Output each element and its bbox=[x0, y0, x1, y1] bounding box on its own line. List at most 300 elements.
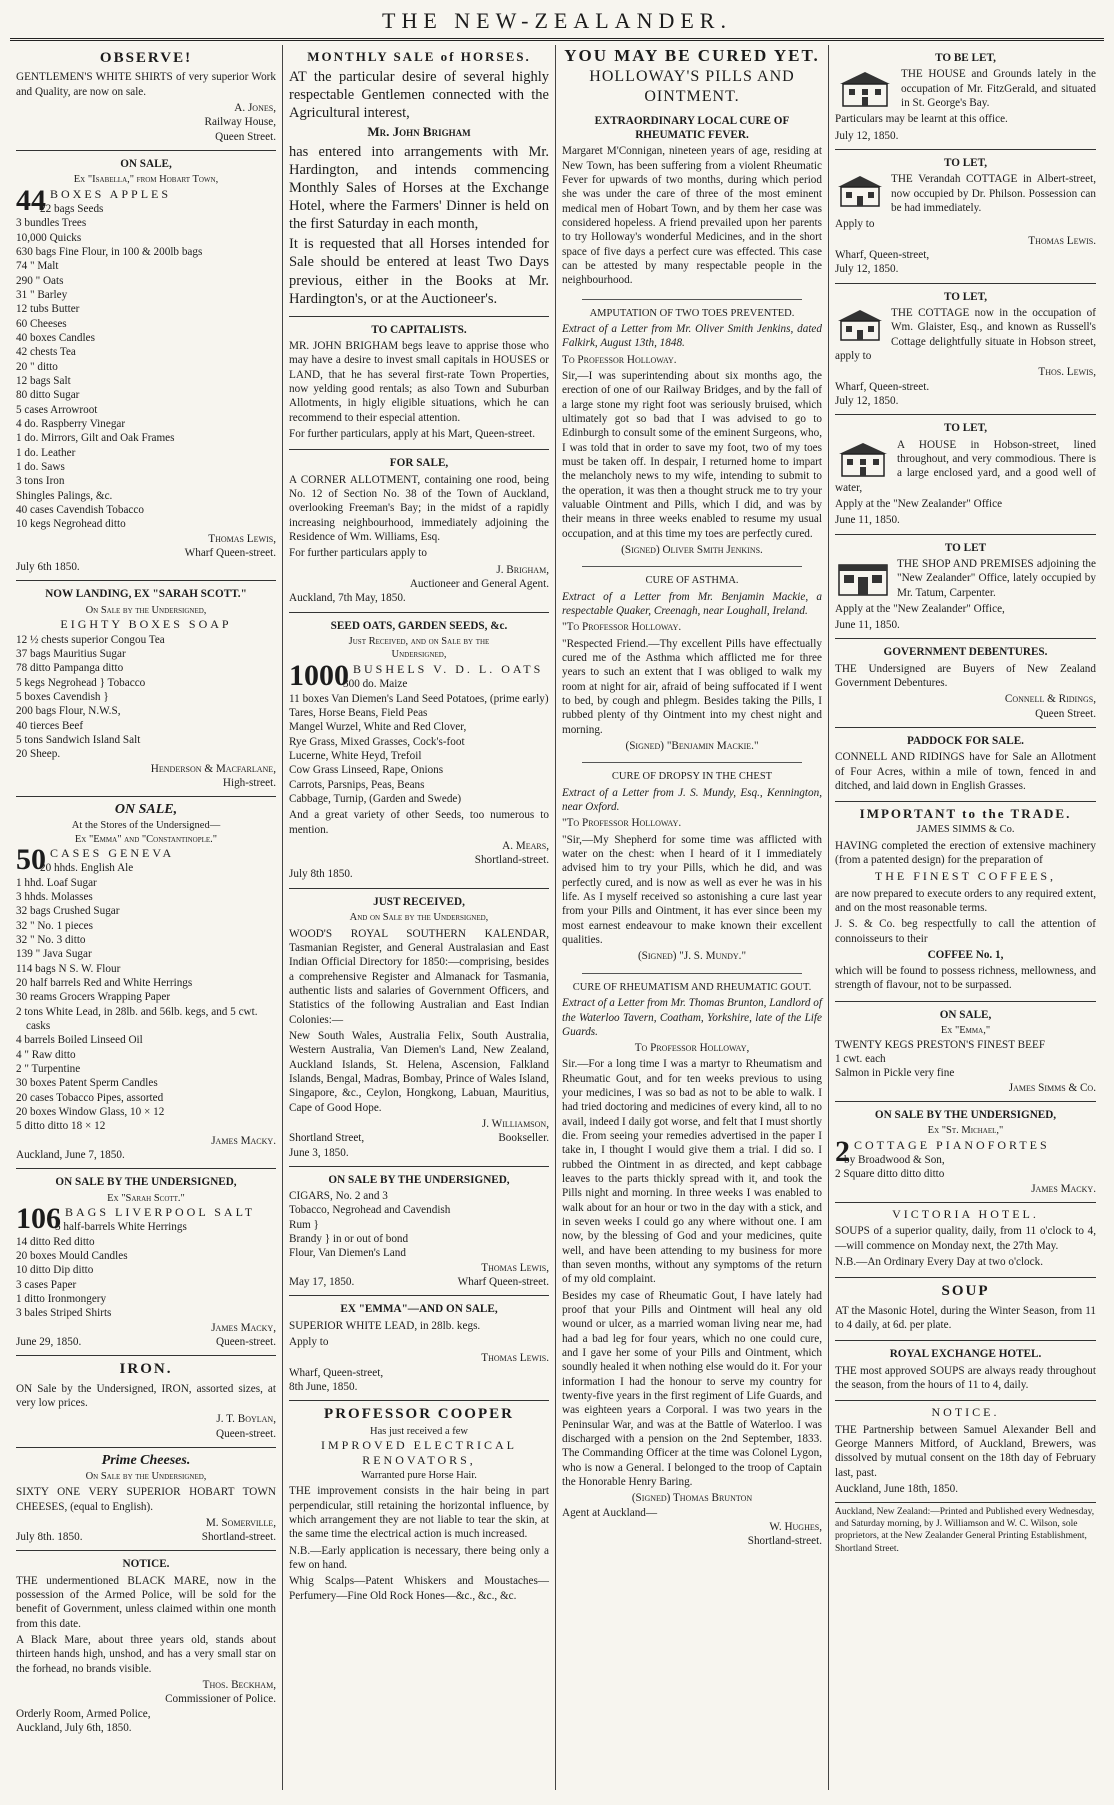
item-list bbox=[16, 1220, 276, 1320]
ad-body: THE Verandah COTTAGE in Albert-street, now occupied by Dr. Philson. Possession can be had immediately. bbox=[891, 173, 1096, 214]
letter-extract: Extract of a Letter from Mr. Oliver Smith Jenkins, dated Falkirk, August 13th, 1848. bbox=[562, 323, 822, 350]
ad-sarah-scott bbox=[16, 581, 276, 797]
signature: Commissioner of Police. bbox=[165, 1693, 276, 1706]
signature: High-street. bbox=[222, 776, 276, 789]
ad-date: June 11, 1850. bbox=[835, 514, 900, 527]
ad-body: A HOUSE in Hobson-street, lined throughout, and very commodious. There is a large enclosed yard, and a good well of water, bbox=[835, 438, 1096, 494]
signature: James Macky, bbox=[211, 1321, 276, 1334]
list-item: 20 Sheep. bbox=[16, 748, 61, 761]
ad-white-lead bbox=[289, 1296, 549, 1401]
signature: Henderson & Macfarlane, bbox=[150, 762, 276, 775]
ad-body: MR. JOHN BRIGHAM begs leave to apprise those who may have a desire to invest small capitals in HOUSES or LAND, that he has several first-rate Town Properties, now yelding good rentals; as also Town and Suburban Allotments, in higly eligible situations, which he can recommend to their especial attention. bbox=[289, 340, 549, 424]
signature: Shortland Street, bbox=[289, 1132, 365, 1145]
list-item: Rye Grass, Mixed Grasses, Cock's-foot bbox=[289, 735, 465, 748]
ad-body: Apply at the "New Zealander" Office, bbox=[835, 602, 1005, 615]
ad-body: THE most approved SOUPS are always ready throughout the season, from the hours of 11 to 4, daily. bbox=[835, 1364, 1096, 1391]
signature: Queen Street. bbox=[1035, 707, 1096, 720]
cure-amputation bbox=[562, 303, 822, 564]
ad-subheading: On Sale by the Undersigned, bbox=[85, 1470, 207, 1482]
list-item: 1 cwt. each bbox=[835, 1052, 886, 1065]
list-item: 20 hhds. English Ale bbox=[40, 862, 134, 875]
ad-body: For further particulars, apply at his Mart, Queen-street. bbox=[289, 428, 536, 441]
signature: Queen-street. bbox=[216, 1336, 276, 1348]
list-item: Tares, Horse Beans, Field Peas bbox=[289, 706, 428, 719]
ad-body: Apply to bbox=[835, 218, 875, 231]
ad-monthly-horses bbox=[289, 45, 549, 317]
signature: (Signed) "J. S. Mundy." bbox=[637, 950, 747, 963]
ad-kalendar bbox=[289, 889, 549, 1167]
signature: Bookseller. bbox=[498, 1132, 549, 1145]
signature: J. Brigham, bbox=[496, 563, 549, 576]
ad-subheading: Ex "Sarah Scott." bbox=[107, 1192, 185, 1204]
list-item: 20 cases Tobacco Pipes, assorted bbox=[16, 1091, 164, 1104]
ad-body: Apply at the "New Zealander" Office bbox=[835, 497, 1003, 510]
ad-subheading: At the Stores of the Undersigned— bbox=[71, 820, 221, 832]
column-2 bbox=[283, 45, 556, 1790]
list-item: Mangel Wurzel, White and Red Clover, bbox=[289, 721, 467, 734]
ad-date: July 12, 1850. bbox=[835, 263, 899, 276]
ad-body: SUPERIOR WHITE LEAD, in 28lb. kegs. bbox=[289, 1319, 481, 1332]
masthead: THE NEW-ZEALANDER. bbox=[10, 8, 1104, 41]
list-item: 12 bags Salt bbox=[16, 374, 71, 387]
signature: Queen-street. bbox=[216, 1427, 276, 1440]
ad-onsale-apples bbox=[16, 151, 276, 582]
ad-heading: TO LET bbox=[944, 541, 987, 554]
signature: J. Williamson, bbox=[481, 1117, 549, 1130]
list-item: Salmon in Pickle very fine bbox=[835, 1067, 955, 1080]
list-item: 3 cases Paper bbox=[16, 1278, 77, 1291]
letter-salutation: "To Professor Holloway. bbox=[562, 621, 682, 634]
item-list bbox=[16, 202, 276, 532]
list-item: 20 " ditto bbox=[16, 360, 58, 373]
list-item: 200 bags Flour, N.W.S, bbox=[16, 705, 121, 718]
signature: (Signed) Oliver Smith Jenkins. bbox=[621, 543, 763, 556]
ad-body: ON Sale by the Undersigned, IRON, assorted sizes, at very low prices. bbox=[16, 1382, 276, 1409]
ad-body: CONNELL AND RIDINGS have for Sale an Allotment of Four Acres, within a mile of town, fenced in and ditched, and laid down in English Grasses. bbox=[835, 751, 1096, 793]
ad-body: THE improvement consists in the hair being in part perpendicular, still retaining the horizontal influence, by which arrangement they are not liable to tear the skin, at the same time the electrical action is much increased. bbox=[289, 1485, 549, 1541]
signature: Thomas Lewis, bbox=[208, 532, 276, 545]
ad-body: has entered into arrangements with Mr. Hardington, and intends commencing Monthly Sales of Horses at the Exchange Hotel, where the Farmers' Dinner is held on the first Saturday in each month, bbox=[289, 143, 549, 233]
ad-body: New South Wales, Australia Felix, South Australia, Western Australia, Van Diemen's Land, New Zealand, Auckland Islands, St. Helena, Ascension, Falkland Islands, Bengal, Madras, Bombay, Prince of Wales Island, Singapore, &c., Ceylon, Hongkong, Labuan, Mauritius, Cape of Good Hope. bbox=[289, 1029, 549, 1114]
ad-heading: EX "EMMA"—AND ON SALE, bbox=[340, 1303, 498, 1316]
list-item: 4 do. Raspberry Vinegar bbox=[16, 417, 126, 430]
signature: Railway House, bbox=[204, 116, 276, 129]
list-item: 11 boxes Van Diemen's Land Seed Potatoes, (prime early) bbox=[289, 692, 549, 705]
ad-body: N.B.—Early application is necessary, there being only a few on hand. bbox=[289, 1544, 549, 1571]
list-item: 1 do. Leather bbox=[16, 446, 76, 459]
ad-capitalists bbox=[289, 317, 549, 451]
ad-body: A Black Mare, about three years old, stands about thirteen hands high, unshod, and has a very small star on the forhead, no brands visible. bbox=[16, 1634, 276, 1675]
signature: Connell & Ridings, bbox=[1004, 693, 1096, 706]
signature: Wharf Queen-street. bbox=[184, 546, 276, 559]
ad-date: May 17, 1850. bbox=[289, 1276, 355, 1289]
list-item: 5 cases Arrowroot bbox=[16, 403, 98, 416]
signature: Wharf, Queen-street. bbox=[835, 380, 930, 393]
ad-heading: IMPORTANT to the TRADE. bbox=[859, 806, 1072, 822]
ad-pianofortes bbox=[835, 1102, 1096, 1203]
newspaper-page bbox=[10, 0, 1104, 1803]
list-item: 4 " Raw ditto bbox=[16, 1048, 76, 1061]
list-item: 290 " Oats bbox=[16, 274, 64, 287]
ad-body: N.B.—An Ordinary Every Day at two o'clock. bbox=[835, 1256, 1044, 1269]
ad-subheading: And on Sale by the Undersigned, bbox=[349, 912, 489, 924]
ad-heading: TO BE LET, bbox=[935, 52, 996, 64]
list-item: 4 barrels Boiled Linseed Oil bbox=[16, 1034, 143, 1047]
list-item: 5 tons Sandwich Island Salt bbox=[16, 733, 141, 746]
list-item: 10 ditto Dip ditto bbox=[16, 1264, 94, 1277]
list-item: 74 " Malt bbox=[16, 260, 59, 273]
cure-rheumatic-fever bbox=[562, 108, 822, 296]
ad-body: J. S. & Co. beg respectfully to call the attention of connoisseurs to their bbox=[835, 918, 1096, 945]
list-item: by Broadwood & Son, bbox=[844, 1154, 945, 1167]
ad-partnership-notice bbox=[835, 1401, 1096, 1503]
lead-text: EIGHTY BOXES SOAP bbox=[60, 617, 232, 632]
signature: Wharf Queen-street. bbox=[457, 1276, 549, 1289]
ad-heading: ROYAL EXCHANGE HOTEL. bbox=[889, 1348, 1042, 1361]
ad-body: THE COTTAGE now in the occupation of Wm. Glaister, Esq., and known as Russell's Cottage delightfully situate in Hobson street, apply to bbox=[835, 306, 1096, 362]
signature: Orderly Room, Armed Police, bbox=[16, 1707, 151, 1720]
ad-heading: ON SALE BY THE UNDERSIGNED, bbox=[328, 1173, 510, 1186]
ad-heading: NOTICE. bbox=[931, 1405, 1000, 1420]
holloway-headline: YOU MAY BE CURED YET. bbox=[564, 46, 820, 65]
ad-royal-exchange bbox=[835, 1341, 1096, 1401]
signature: J. T. Boylan, bbox=[216, 1413, 276, 1426]
list-item: 30 boxes Patent Sperm Candles bbox=[16, 1077, 158, 1090]
signature: Thos. Beckham, bbox=[202, 1679, 276, 1692]
ad-heading: MONTHLY SALE of HORSES. bbox=[307, 49, 531, 64]
list-item: 31 " Barley bbox=[16, 288, 68, 301]
list-item: 20 half barrels Red and White Herrings bbox=[16, 976, 193, 989]
list-item: 80 ditto Sugar bbox=[16, 389, 80, 402]
list-item: 78 ditto Pampanga ditto bbox=[16, 662, 124, 675]
list-item: 5 kegs Negrohead } Tobacco bbox=[16, 676, 146, 689]
divider bbox=[582, 973, 802, 974]
ad-iron bbox=[16, 1356, 276, 1448]
ad-heading: ON SALE, bbox=[939, 1008, 992, 1021]
list-item: 5 boxes Cavendish } bbox=[16, 690, 109, 703]
list-item: 2 Square ditto ditto ditto bbox=[835, 1168, 945, 1181]
lead-number: 1000 bbox=[289, 658, 349, 692]
ad-heading: IRON. bbox=[119, 1361, 173, 1378]
ad-heading: TO LET, bbox=[943, 290, 988, 303]
ad-body: GENTLEMEN'S WHITE SHIRTS of very superior Work and Quality, are now on sale. bbox=[16, 71, 276, 98]
ad-body: which will be found to possess richness, mellowness, and strength of flavour, not to be surpassed. bbox=[835, 965, 1096, 992]
letter-extract: Extract of a Letter from Mr. Benjamin Mackie, a respectable Quaker, Creenagh, near Loughall, Ireland. bbox=[562, 590, 822, 618]
list-item: Cow Grass Linseed, Rape, Onions bbox=[289, 764, 444, 777]
ad-heading: JUST RECEIVED, bbox=[373, 895, 465, 908]
ad-heading: TO CAPITALISTS. bbox=[371, 323, 467, 336]
ad-date: June 3, 1850. bbox=[289, 1146, 349, 1159]
house-icon bbox=[835, 69, 895, 109]
ad-subheading: Ex "Emma" and "Constantinople." bbox=[74, 833, 218, 845]
ad-to-be-let bbox=[835, 45, 1096, 150]
cottage-icon bbox=[835, 308, 885, 342]
ad-name: Mr. John Brigham bbox=[367, 124, 471, 139]
signature: Shortland-street. bbox=[201, 1531, 276, 1544]
list-item: 14 ditto Red ditto bbox=[16, 1235, 95, 1248]
ad-subheading: Ex "St. Michael," bbox=[927, 1125, 1004, 1137]
list-item: 60 Cheeses bbox=[16, 317, 67, 330]
ad-trade-coffee bbox=[835, 802, 1096, 1001]
ad-body: A CORNER ALLOTMENT, containing one rood, being No. 12 of Section No. 38 of the Town of Auckland, overlooking Freeman's Bay; in the midst of a rapidly increasing neighbourhood, immediately adjoining the Residence of Wm. Williams, Esq. bbox=[289, 473, 549, 544]
ad-subheading: Ex "Emma," bbox=[940, 1025, 991, 1037]
signature: Shortland-street. bbox=[474, 854, 549, 867]
item-list bbox=[289, 1189, 549, 1261]
ad-victoria-hotel bbox=[835, 1203, 1096, 1278]
ad-body: are now prepared to execute orders to any required extent, and on the most reasonable terms. bbox=[835, 887, 1096, 914]
list-item: 10,000 Quicks bbox=[16, 231, 82, 244]
list-item: 20 boxes Mould Candles bbox=[16, 1250, 128, 1263]
ad-body: For further particulars apply to bbox=[289, 547, 427, 560]
ad-heading: ON SALE BY THE UNDERSIGNED, bbox=[874, 1108, 1057, 1121]
ad-subheading: On Sale by the Undersigned, bbox=[85, 604, 207, 616]
ad-heading: SEED OATS, GARDEN SEEDS, &c. bbox=[330, 619, 508, 632]
lead-number: 50 bbox=[16, 843, 46, 876]
column-3 bbox=[556, 45, 829, 1790]
ad-body: Besides my case of Rheumatic Gout, I have lately had proof that your Pills and Ointment will heal any old wound or ulcer, as a married woman living near me, had had a bad leg for four years, which no one could cure, and I gave her some of your Pills and Ointment, which soundly healed it when nothing else would do it. For your information I had the honour to serve my country for twenty-five years in the first regiment of Life Guards, and was eighteen years a Corporal. I was two years in the Peninsular War, and was at the Battle of Waterloo. I was discharged with a pension on the 2nd September, 1833. The Commanding Officer at the time was Colonel Lygon, who is now a General. I belonged to the troop of Captain the Honorable Henry Baring. bbox=[562, 1289, 822, 1488]
cure-dropsy bbox=[562, 766, 822, 969]
ad-body: It is requested that all Horses intended for Sale should be entered at least Two Days previous, either in the Books at Mr. Hardington's, or at the Auctioneer's. bbox=[289, 236, 549, 307]
ad-heading: ON SALE BY THE UNDERSIGNED, bbox=[55, 1176, 237, 1189]
list-item: CIGARS, No. 2 and 3 bbox=[289, 1190, 388, 1203]
signature: Thomas Lewis. bbox=[1028, 234, 1096, 247]
ad-date: July 8th 1850. bbox=[289, 868, 353, 881]
ad-subheading: JAMES SIMMS & Co. bbox=[916, 824, 1015, 836]
ad-notice-mare bbox=[16, 1551, 276, 1741]
list-item: 37 bags Mauritius Sugar bbox=[16, 647, 126, 660]
lead-text: THE FINEST COFFEES, bbox=[874, 869, 1057, 884]
ad-heading: Prime Cheeses. bbox=[101, 1452, 191, 1468]
ad-subheading: Ex "Isabella," from Hobart Town, bbox=[73, 174, 219, 186]
signature: Shortland-street. bbox=[747, 1535, 822, 1548]
ad-date: July 8th. 1850. bbox=[16, 1531, 83, 1544]
lead-text: BOXES APPLES bbox=[50, 186, 172, 201]
ad-heading: EXTRAORDINARY LOCAL CURE OF RHEUMATIC FEVER. bbox=[594, 114, 790, 142]
ad-date: Auckland, June 18th, 1850. bbox=[835, 1482, 959, 1495]
ad-cheeses bbox=[16, 1448, 276, 1552]
divider bbox=[582, 299, 802, 300]
list-item: 3 bundles Trees bbox=[16, 217, 87, 230]
ad-body: "Respected Friend.—Thy excellent Pills have effectually cured me of the Asthma which afflicted me for three years to such an extent that I was obliged to walk my room at night for air, afraid of being suffocated if I went to bed, by cough and phlegm. Besides taking the Pills, I rubbed plenty of thy Ointment into my chest night and morning. bbox=[562, 637, 822, 736]
list-item: Rum } bbox=[289, 1218, 319, 1231]
list-item: 12 tubs Butter bbox=[16, 303, 80, 316]
list-item: 12 ½ chests superior Congou Tea bbox=[16, 633, 165, 646]
ad-onsale-geneva bbox=[16, 797, 276, 1169]
list-item: 2 " Turpentine bbox=[16, 1062, 81, 1075]
ad-heading: GOVERNMENT DEBENTURES. bbox=[883, 646, 1048, 659]
ad-subheading: Warranted pure Horse Hair. bbox=[361, 1469, 477, 1481]
ad-heading: TO LET, bbox=[943, 156, 988, 169]
list-item: Flour, Van Diemen's Land bbox=[289, 1247, 406, 1260]
ad-heading: PROFESSOR COOPER bbox=[324, 1406, 514, 1423]
lead-text: BUSHELS V. D. L. OATS bbox=[353, 661, 544, 676]
ad-body: Apply to bbox=[289, 1336, 329, 1349]
lead-text: IMPROVED ELECTRICAL RENOVATORS, bbox=[321, 1438, 517, 1468]
list-item: 2 tons White Lead, in 28lb. and 56lb. kegs, and 5 cwt. casks bbox=[16, 1005, 258, 1032]
shop-icon bbox=[835, 559, 891, 597]
list-item: 1 do. Saws bbox=[16, 460, 65, 473]
list-item: 20 boxes Window Glass, 10 × 12 bbox=[16, 1105, 165, 1118]
ad-shop-premises bbox=[835, 535, 1096, 640]
signature: Thomas Lewis. bbox=[481, 1352, 549, 1365]
list-item: 3 tons Iron bbox=[16, 475, 65, 488]
ad-body: "Sir,—My Shepherd for some time was afflicted with water on the chest: when I heard of it I immediately advised him to try your Pills, which he did, and was perfectly cured, and is now as well as ever he was in his life. As I myself received so astonishing a cure last year from your Pills and Ointment, it has ever since been my most earnest endeavour to make known their excellent qualities. bbox=[562, 833, 822, 947]
list-item: 3 hhds. Molasses bbox=[16, 891, 93, 904]
ad-body: THE HOUSE and Grounds lately in the occupation of Mr. FitzGerald, and situated in St. George's Bay. bbox=[901, 68, 1096, 109]
lead-text: BAGS LIVERPOOL SALT bbox=[65, 1205, 256, 1220]
imprint: Auckland, New Zealand:—Printed and Published every Wednesday, and Saturday morning, by J. Williamson and W. C. Wilson, sole proprietors, at the New Zealander General Printing Establishment, Shortland Street. bbox=[835, 1507, 1095, 1554]
ad-heading: CURE OF ASTHMA. bbox=[645, 575, 739, 587]
item-list bbox=[835, 1052, 1096, 1081]
column-1 bbox=[10, 45, 283, 1790]
ad-observe bbox=[16, 45, 276, 151]
column-4 bbox=[829, 45, 1102, 1790]
item-list bbox=[16, 861, 276, 1133]
signature: A. Mears, bbox=[502, 839, 549, 852]
ad-subheading: Undersigned, bbox=[391, 649, 447, 661]
lead-text: TWENTY KEGS PRESTON'S FINEST BEEF bbox=[835, 1038, 1046, 1051]
ad-body: Particulars may be learnt at this office. bbox=[835, 113, 1008, 126]
lead-text: COTTAGE PIANOFORTES bbox=[854, 1137, 1050, 1152]
letter-extract: Extract of a Letter from J. S. Mundy, Esq., Kennington, near Oxford. bbox=[562, 786, 822, 814]
lead-number: 44 bbox=[16, 183, 46, 217]
letter-salutation: "To Professor Holloway. bbox=[562, 817, 682, 830]
list-item: 3 bales Striped Shirts bbox=[16, 1307, 112, 1320]
ad-liverpool-salt bbox=[16, 1169, 276, 1356]
ad-date: June 29, 1850. bbox=[16, 1336, 82, 1348]
signature: James Simms & Co. bbox=[1008, 1081, 1096, 1094]
list-item: Lucerne, White Heyd, Trefoil bbox=[289, 749, 422, 762]
signature: James Macky. bbox=[1031, 1182, 1096, 1195]
ad-heading: VICTORIA HOTEL. bbox=[892, 1207, 1039, 1221]
signature: Thomas Lewis, bbox=[481, 1261, 549, 1274]
ad-heading: ON SALE, bbox=[114, 802, 178, 818]
list-item: 30 reams Grocers Wrapping Paper bbox=[16, 991, 171, 1004]
lead-number: 2 bbox=[835, 1134, 850, 1168]
ad-heading: CURE OF DROPSY IN THE CHEST bbox=[611, 771, 773, 783]
ad-body: THE undermentioned BLACK MARE, now in the possession of the Armed Police, will be sold for the benefit of Government, unless claimed within one month from this date. bbox=[16, 1574, 276, 1630]
list-item: 300 do. Maize bbox=[343, 678, 408, 691]
ad-body: Sir,—I was superintending about six months ago, the erection of one of our Railway Bridges, and by the fall of a large stone my right foot was seriously bruised, which ultimately got so bad that I was advised to go to Edinburgh to consult some of the eminent Surgeons, who, I was told that in order to save my foot, two of my toes must be taken off. In despair, I returned home to impart the melancholy news to my wife, intending to submit to the operation, it was then a thought struck me to try your valuable Ointment and Pills, which I did, and was by their means in three weeks enabled to resume my usual occupation, and at this time my toes are perfectly cured. bbox=[562, 370, 822, 540]
ad-date: Auckland, 7th May, 1850. bbox=[289, 592, 406, 605]
ad-date: Auckland, July 6th, 1850. bbox=[16, 1722, 132, 1735]
ad-body: And a great variety of other Seeds, too numerous to mention. bbox=[289, 809, 549, 836]
list-item: 5 half-barrels White Herrings bbox=[55, 1221, 187, 1234]
signature: Thos. Lewis, bbox=[1038, 366, 1096, 379]
ad-verandah-cottage bbox=[835, 150, 1096, 284]
list-item: 114 bags N S. W. Flour bbox=[16, 962, 121, 975]
agent-label: Agent at Auckland— bbox=[562, 1506, 658, 1519]
lead-number: 106 bbox=[16, 1202, 61, 1236]
divider bbox=[582, 566, 802, 567]
ad-body: THE Partnership between Samuel Alexander Bell and George Manners Mitford, of Auckland, Brewers, was dissolved by mutual consent on the 18th day of February last, past. bbox=[835, 1423, 1096, 1479]
letter-extract: Extract of a Letter from Mr. Thomas Brunton, Landlord of the Waterloo Tavern, Coatham, Yorkshire, late of the Life Guards. bbox=[562, 997, 822, 1038]
signature: M. Somerville, bbox=[205, 1516, 276, 1529]
ad-heading: NOTICE. bbox=[122, 1558, 170, 1571]
ad-date: July 12, 1850. bbox=[835, 129, 899, 142]
signature: Queen Street. bbox=[215, 130, 276, 143]
ad-heading: ON SALE, bbox=[120, 157, 172, 170]
ad-cigars bbox=[289, 1167, 549, 1297]
ad-heading: FOR SALE, bbox=[389, 457, 449, 470]
ad-body: HAVING completed the erection of extensive machinery (from a patented design) for the preparation of bbox=[835, 839, 1096, 866]
letter-salutation: To Professor Holloway. bbox=[562, 353, 677, 366]
ad-body: THE Undersigned are Buyers of New Zealand Government Debentures. bbox=[835, 662, 1096, 690]
signature: Auctioneer and General Agent. bbox=[409, 578, 549, 590]
ad-heading: PADDOCK FOR SALE. bbox=[907, 735, 1024, 748]
ad-body: AT the particular desire of several highly respectable Gentlemen connected with the Agricultural interest, bbox=[289, 68, 549, 121]
ad-body: AT the Masonic Hotel, during the Winter Season, from 11 to 4 daily, at 6d. per plate. bbox=[835, 1304, 1096, 1331]
list-item: 32 " No. 1 pieces bbox=[16, 919, 93, 932]
list-item: Cabbage, Turnip, (Garden and Swede) bbox=[289, 792, 462, 805]
ad-date: 8th June, 1850. bbox=[289, 1381, 358, 1394]
lead-text: CASES GENEVA bbox=[50, 846, 175, 860]
list-item: Tobacco, Negrohead and Cavendish bbox=[289, 1204, 451, 1217]
ad-preston-beef bbox=[835, 1002, 1096, 1102]
ad-subheading: Has just received a few bbox=[370, 1425, 468, 1437]
ad-seeds bbox=[289, 613, 549, 889]
cottage-icon bbox=[835, 174, 885, 208]
ad-date: July 12, 1850. bbox=[835, 394, 899, 407]
ad-heading: NOW LANDING, EX "SARAH SCOTT." bbox=[45, 588, 247, 601]
lead-text: COFFEE No. 1, bbox=[927, 948, 1004, 961]
signature: W. Hughes, bbox=[769, 1520, 822, 1533]
item-list bbox=[289, 677, 549, 806]
list-item: Carrots, Parsnips, Peas, Beans bbox=[289, 778, 425, 791]
list-item: Shingles Palings, &c. bbox=[16, 489, 113, 502]
list-item: 22 bags Seeds bbox=[40, 202, 104, 215]
signature: Wharf, Queen-street, bbox=[289, 1366, 384, 1379]
ad-date: July 6th 1850. bbox=[16, 561, 80, 574]
ad-professor-cooper bbox=[289, 1401, 549, 1610]
letter-salutation: To Professor Holloway, bbox=[634, 1042, 750, 1055]
list-item: 5 ditto ditto 18 × 12 bbox=[16, 1120, 106, 1133]
list-item: 32 " No. 3 ditto bbox=[16, 934, 86, 946]
ad-date: June 11, 1850. bbox=[835, 619, 900, 632]
ad-heading: CURE OF RHEUMATISM AND RHEUMATIC GOUT. bbox=[572, 981, 812, 993]
ad-body: Sir.—For a long time I was a martyr to Rheumatism and Rheumatic Gout, and for ten weeks previous to using your medicines, I was so bad as not to be able to walk. I had tried doctoring and medicines of every kind, all to no avail, indeed I daily got worse, and felt that I must shortly die. From seeing your remedies advertised in the paper I take in, I thought I would give them a trial. I did so. I rubbed the Ointment in as directed, and kept cabbage leaves to the parts thickly spread with it, and took the Pills night and morning. In three weeks I was enabled to walk about for an hour or two in the day with a stick, and in seven weeks I could go any where without one. I am now, by the blessing of God and your medicines, quite well, and have been attending to my business for more than seven months, without any symptoms of the return of my old complaint. bbox=[562, 1058, 822, 1286]
ad-subheading: Just Received, and on Sale by the bbox=[348, 635, 490, 647]
signature: (Signed) "Benjamin Mackie." bbox=[625, 740, 759, 753]
house-icon bbox=[835, 440, 891, 478]
list-item: 42 chests Tea bbox=[16, 346, 76, 359]
ad-corner-allotment bbox=[289, 450, 549, 612]
cure-rheumatism-gout bbox=[562, 977, 822, 1555]
ad-heading: SOUP bbox=[941, 1283, 990, 1300]
ad-heading: AMPUTATION OF TWO TOES PREVENTED. bbox=[589, 307, 795, 319]
ad-heading: TO LET, bbox=[943, 422, 988, 435]
list-item: 1 hhd. Loaf Sugar bbox=[16, 876, 97, 889]
ad-body: Whig Scalps—Patent Whiskers and Moustaches—Perfumery—Fine Old Rock Hones—&c., &c., &c. bbox=[289, 1575, 549, 1602]
list-item: 40 tierces Beef bbox=[16, 719, 84, 732]
ad-soup bbox=[835, 1278, 1096, 1341]
cure-asthma bbox=[562, 570, 822, 759]
ad-house-hobson bbox=[835, 415, 1096, 534]
holloway-title: HOLLOWAY'S PILLS AND OINTMENT. bbox=[589, 67, 795, 106]
ad-body: THE SHOP AND PREMISES adjoining the "New Zealander" Office, lately occupied by Mr. Tatum, Carpenter. bbox=[897, 557, 1096, 599]
list-item: 40 boxes Candles bbox=[16, 331, 95, 344]
ad-body: Margaret M'Connigan, nineteen years of age, residing at New Town, has been suffering from a violent Rheumatic Fever for upwards of two months, during which period she was under the care of three of the most eminent medical men of Hobart Town, and by them her case was considered hopeless. A friend prevailed upon her parents to try Holloway's wonderful Medicines, and in the short space of five days a perfect cure was effected. This case can be attested by many respectable people in the neighbourhood. bbox=[562, 145, 822, 287]
ad-body: SOUPS of a superior quality, daily, from 11 o'clock to 4,—will commence on Monday next, the 27th May. bbox=[835, 1225, 1096, 1252]
columns bbox=[10, 45, 1104, 1790]
item-list bbox=[16, 633, 276, 762]
signature: A. Jones, bbox=[234, 101, 276, 114]
divider bbox=[582, 762, 802, 763]
ad-body: WOOD'S ROYAL SOUTHERN KALENDAR, Tasmanian Register, and General Australasian and East Indian Official Directory for 1850:—comprising, besides a comprehensive Register and Almanack for Tasmania, authentic lists and salaries of Government Officers, and Statistics of the following Australian and East Indian Colonies:— bbox=[289, 927, 549, 1026]
list-item: 32 bags Crushed Sugar bbox=[16, 905, 120, 918]
list-item: 630 bags Fine Flour, in 100 & 200lb bags bbox=[16, 245, 203, 258]
ad-date: Auckland, June 7, 1850. bbox=[16, 1148, 125, 1161]
